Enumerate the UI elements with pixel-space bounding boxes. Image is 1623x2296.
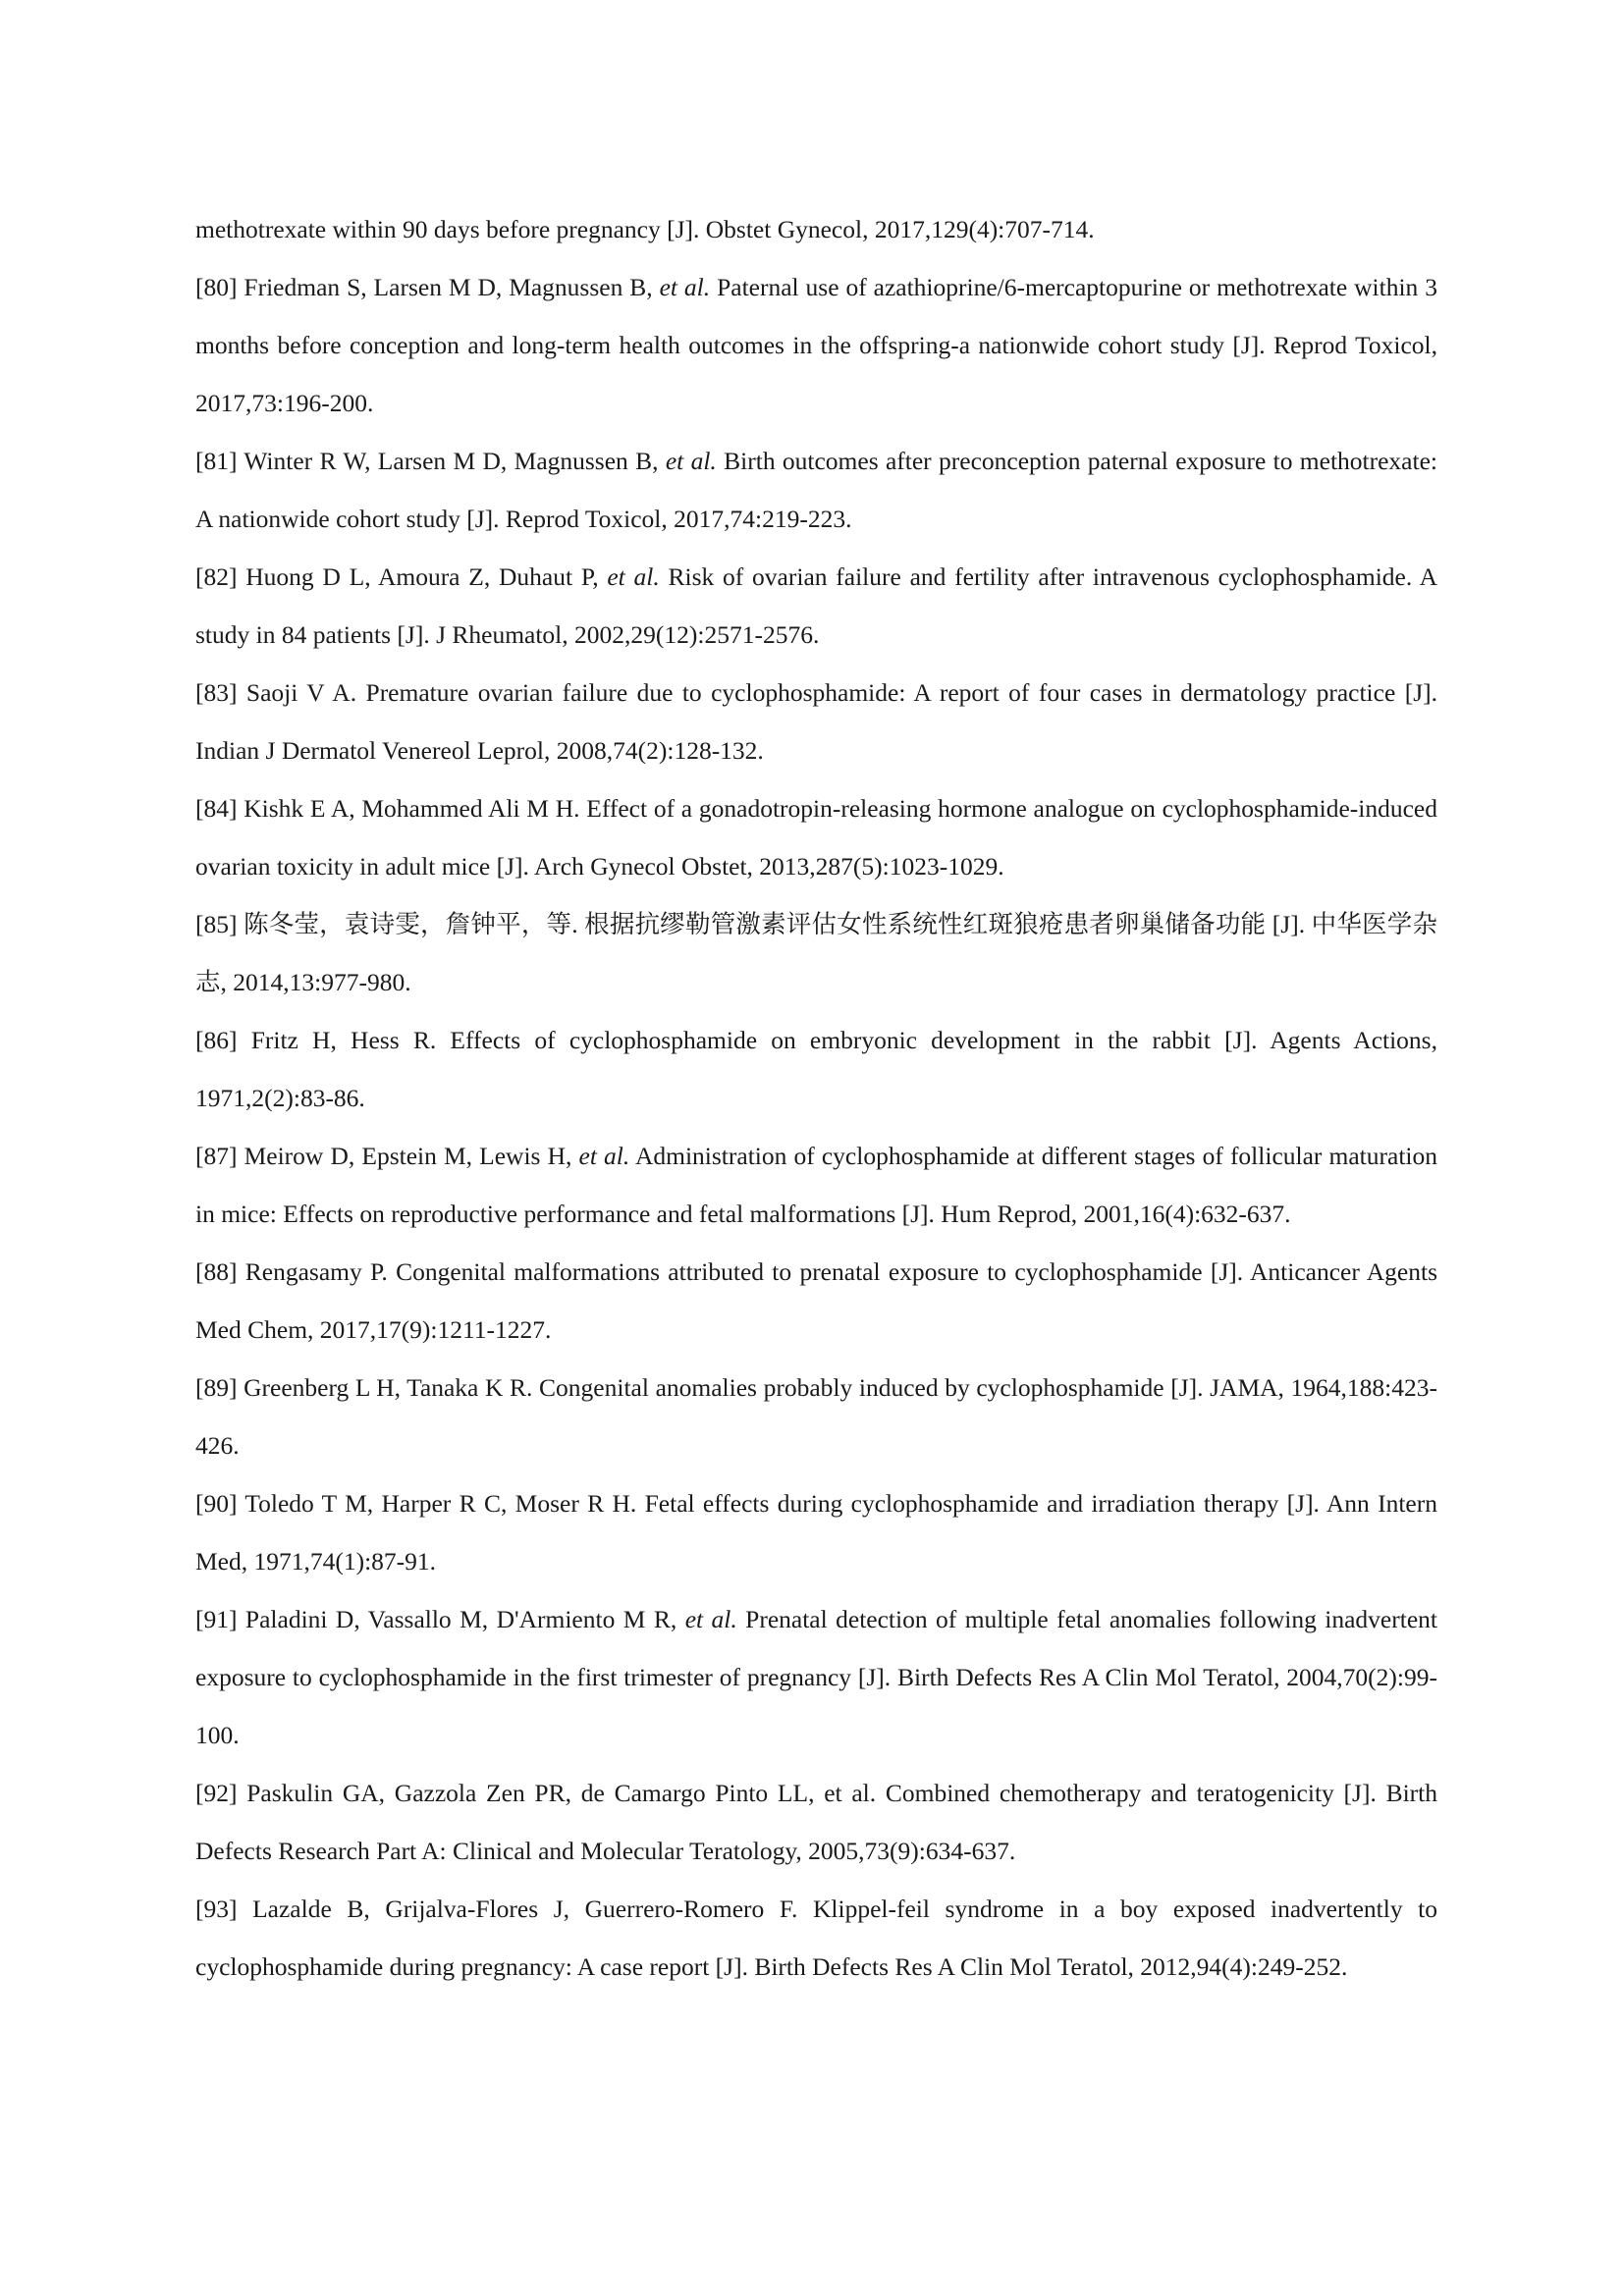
reference-entry — [195, 432, 1437, 548]
reference-rest: Risk of ovarian failure and fertility after intravenous cyclophosphamide. A study in 84 patients [J]. J Rheumatol, 2002,29(12):2571-2576. — [195, 562, 1438, 649]
reference-number: [81] — [195, 447, 238, 475]
reference-number: [93] — [195, 1895, 238, 1923]
reference-authors: Huong D L, Amoura Z, Duhaut P, — [237, 562, 608, 591]
reference-entry — [195, 1474, 1437, 1590]
reference-entry — [195, 1011, 1437, 1127]
reference-number: [83] — [195, 678, 238, 707]
reference-rest: Prenatal detection of multiple fetal anomalies following inadvertent exposure to cyclophosphamide in the first trimester of pregnancy [J]. Birth Defects Res A Clin Mol Teratol, 2004,70(2):99-100. — [195, 1605, 1437, 1749]
reference-authors: 陈冬莹，袁诗雯，詹钟平，等. 根据抗缪勒管激素评估女性系统性红斑狼疮患者卵巢储备功能 [J]. 中华医学杂志, 2014,13:977-980. — [195, 910, 1437, 996]
reference-authors: Kishk E A, Mohammed Ali M H. Effect of a gonadotropin-releasing hormone analogue on cyclophosphamide-induced ovarian toxicity in adult mice [J]. Arch Gynecol Obstet, 2013,287(5):1023-1029. — [195, 794, 1437, 881]
reference-authors: Toledo T M, Harper R C, Moser R H. Fetal effects during cyclophosphamide and irradiation therapy [J]. Ann Intern Med, 1971,74(1):87-91. — [195, 1489, 1437, 1575]
reference-authors: Fritz H, Hess R. Effects of cyclophosphamide on embryonic development in the rabbit [J]. Agents Actions, 1971,2(2):83-86. — [195, 1026, 1437, 1112]
reference-authors: Greenberg L H, Tanaka K R. Congenital anomalies probably induced by cyclophosphamide [J]. JAMA, 1964,188:423-426. — [195, 1373, 1437, 1460]
reference-number: [82] — [195, 562, 238, 591]
reference-number: [90] — [195, 1489, 238, 1518]
reference-etal: et al. — [578, 1142, 630, 1170]
reference-entry — [195, 1359, 1437, 1474]
reference-rest: Birth outcomes after preconception paternal exposure to methotrexate: A nationwide cohort study [J]. Reprod Toxicol, 2017,74:219-223. — [195, 447, 1437, 533]
reference-rest: methotrexate within 90 days before pregnancy [J]. Obstet Gynecol, 2017,129(4):707-714. — [195, 215, 1095, 243]
reference-number: [91] — [195, 1605, 238, 1633]
reference-authors: Paskulin GA, Gazzola Zen PR, de Camargo Pinto LL, et al. Combined chemotherapy and teratogenicity [J]. Birth Defects Research Part A: Clinical and Molecular Teratology, 2005,73(9):634-637. — [195, 1779, 1437, 1865]
reference-entry — [195, 664, 1437, 779]
reference-authors: Paladini D, Vassallo M, D'Armiento M R, — [237, 1605, 685, 1633]
reference-entry — [195, 200, 1437, 258]
reference-authors: Saoji V A. Premature ovarian failure due to cyclophosphamide: A report of four cases in dermatology practice [J]. Indian J Dermatol Venereol Leprol, 2008,74(2):128-132. — [195, 678, 1437, 765]
reference-entry — [195, 1127, 1437, 1243]
reference-number: [80] — [195, 273, 238, 301]
reference-etal: et al. — [665, 447, 717, 475]
reference-entry — [195, 258, 1437, 432]
reference-etal: et al. — [659, 273, 711, 301]
reference-number: [84] — [195, 794, 238, 823]
reference-entry — [195, 548, 1437, 664]
reference-etal: et al. — [684, 1605, 737, 1633]
reference-entry — [195, 1764, 1437, 1880]
reference-rest: Paternal use of azathioprine/6-mercaptopurine or methotrexate within 3 months before conception and long-term health outcomes in the offspring-a nationwide cohort study [J]. Reprod Toxicol, 2017,73:196-200. — [195, 273, 1437, 417]
reference-entry — [195, 1590, 1437, 1764]
reference-entry — [195, 779, 1437, 895]
reference-number: [88] — [195, 1257, 238, 1286]
reference-etal: et al. — [607, 562, 660, 591]
reference-authors: Meirow D, Epstein M, Lewis H, — [237, 1142, 579, 1170]
reference-number: [89] — [195, 1373, 238, 1402]
reference-entry — [195, 1243, 1437, 1359]
reference-number: [92] — [195, 1779, 238, 1807]
reference-authors: Lazalde B, Grijalva-Flores J, Guerrero-Romero F. Klippel-feil syndrome in a boy exposed inadvertently to cyclophosphamide during pregnancy: A case report [J]. Birth Defects Res A Clin Mol Teratol, 2012,94(4):249-252. — [195, 1895, 1437, 1981]
reference-rest: Administration of cyclophosphamide at different stages of follicular maturation in mice: Effects on reproductive performance and fetal malformations [J]. Hum Reprod, 2001,16(4):632-637. — [195, 1142, 1437, 1228]
reference-authors: Rengasamy P. Congenital malformations attributed to prenatal exposure to cyclophosphamide [J]. Anticancer Agents Med Chem, 2017,17(9):1211-1227. — [195, 1257, 1437, 1344]
reference-number: [86] — [195, 1026, 238, 1054]
reference-entry — [195, 1880, 1437, 1996]
reference-number: [87] — [195, 1142, 238, 1170]
reference-list — [195, 200, 1437, 1996]
reference-authors: Friedman S, Larsen M D, Magnussen B, — [237, 273, 660, 301]
reference-entry — [195, 895, 1437, 1011]
reference-number: [85] — [195, 910, 238, 938]
reference-authors: Winter R W, Larsen M D, Magnussen B, — [237, 447, 666, 475]
